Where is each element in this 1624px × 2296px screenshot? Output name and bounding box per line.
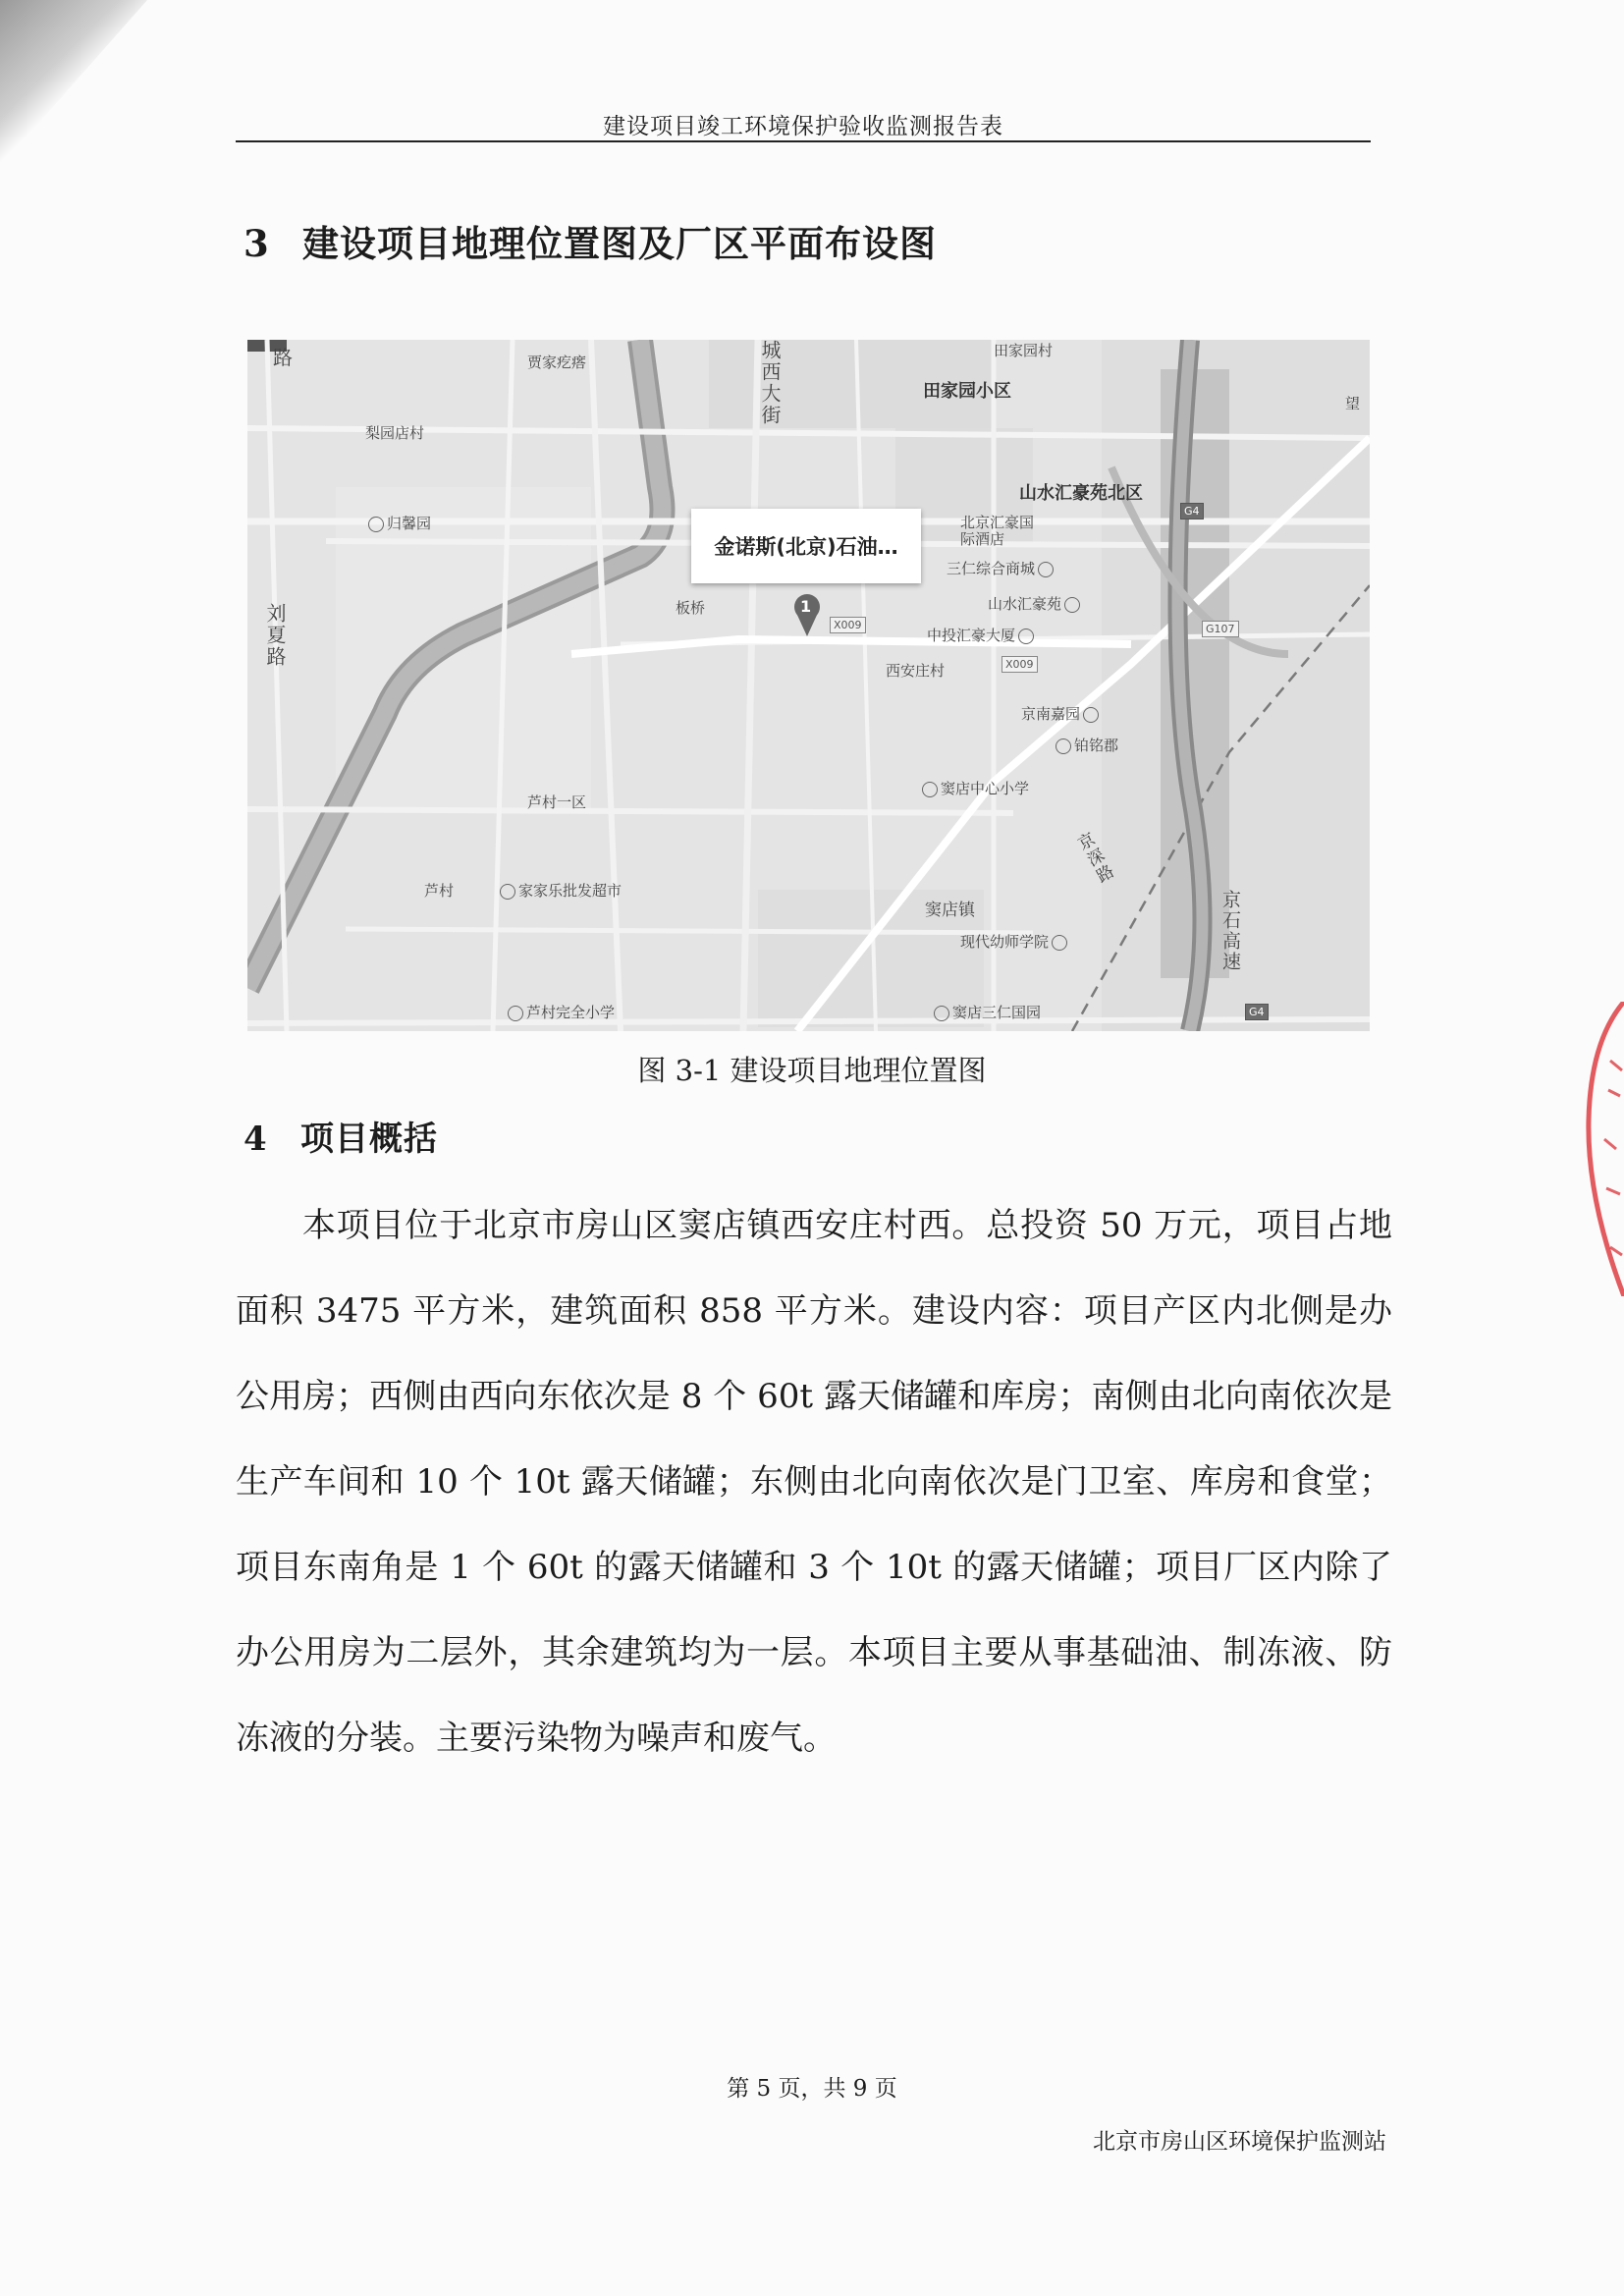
road-badge-x009: X009	[1001, 656, 1038, 673]
map-label-dou-dian-school: 窦店中心小学	[919, 778, 1029, 798]
map-label-jia-jia: 贾家疙瘩	[527, 354, 587, 371]
map-label-ban-qiao: 板桥	[676, 599, 706, 617]
map-label-lu-cun: 芦村	[424, 882, 455, 900]
map-label-san-ren-mall: 三仁综合商城	[947, 558, 1056, 578]
map-label-dou-dian-town: 窦店镇	[925, 901, 975, 920]
map-label-jing-shen-road: 京深路	[1071, 830, 1116, 889]
map-label-gui-xiang-yuan: 归馨园	[365, 513, 431, 533]
footer-organization: 北京市房山区环境保护监测站	[1093, 2129, 1386, 2155]
map-label-cheng-xi-street: 城西大街	[758, 340, 782, 426]
map-label-dou-dian-san-ren: 窦店三仁国园	[931, 1002, 1041, 1022]
map-label-lu-cun-school: 芦村完全小学	[505, 1002, 615, 1022]
shop-icon	[1038, 562, 1054, 577]
road-badge-x009: X009	[830, 617, 866, 633]
residence-icon	[934, 1006, 949, 1021]
map-label-jing-nan-jia-yuan: 京南嘉园	[1021, 703, 1102, 724]
map-label-jia-jia-le: 家家乐批发超市	[497, 880, 622, 901]
page-number: 第 5 页，共 9 页	[727, 2076, 897, 2102]
map-label-xi-an-zhuang: 西安庄村	[886, 662, 946, 680]
map-label-tian-jia-yuan-village: 田家园村	[994, 342, 1054, 359]
road-badge-g4: G4	[1180, 503, 1204, 519]
map-callout: 金诺斯(北京)石油…	[691, 509, 921, 583]
map-label-road: 路	[273, 346, 293, 369]
school-icon	[508, 1006, 523, 1021]
section-3-title: 建设项目地理位置图及厂区平面布设图	[302, 222, 937, 265]
road-badge-g107: G107	[1202, 621, 1239, 637]
page-corner-fold	[0, 0, 147, 167]
location-map	[247, 340, 1370, 1031]
residence-icon	[1056, 738, 1071, 754]
map-label-bo-ming-jun: 铂铭郡	[1053, 735, 1118, 755]
map-label-zhong-tou-building: 中投汇豪大厦	[927, 625, 1037, 645]
school-icon	[922, 782, 938, 797]
map-roads	[247, 340, 1370, 1031]
map-label-li-yuan-dian: 梨园店村	[365, 424, 425, 442]
section-4-title: 项目概括	[300, 1120, 438, 1159]
map-label-shan-shui-north: 山水汇豪苑北区	[1019, 483, 1143, 504]
shop-icon	[500, 884, 515, 900]
section-3-heading	[244, 214, 937, 267]
section-4-heading	[244, 1112, 438, 1160]
map-label-shan-shui-yuan: 山水汇豪苑	[988, 593, 1083, 614]
road-badge-g4: G4	[1245, 1004, 1269, 1020]
school-icon	[1052, 935, 1067, 951]
map-label-lu-cun-1: 芦村一区	[527, 793, 587, 811]
red-stamp-fragment	[1581, 1002, 1624, 1296]
map-label-jing-shi-expressway: 京石高速	[1219, 890, 1241, 972]
project-summary-paragraph: 本项目位于北京市房山区窦店镇西安庄村西。总投资 50 万元，项目占地面积 3475 平方米，建筑面积 858 平方米。建设内容：项目产区内北侧是办公用房；西侧由西向东依次是 8 个 60t 露天储罐和库房；南侧由北向南依次是生产车间和 10 个 10t 露天储罐；东侧由北向南依次是门卫室、库房和食堂；项目东南角是 1 个 60t 的露天储罐和 3 个 10t 的露天储罐；项目厂区内除了办公用房为二层外，其余建筑均为一层。本项目主要从事基础油、制冻液、防冻液的分装。主要污染物为噪声和废气。	[236, 1206, 1392, 1758]
map-label-liu-xia-road: 刘夏路	[263, 603, 287, 668]
building-icon	[1018, 629, 1034, 644]
running-header: 建设项目竣工环境保护验收监测报告表	[603, 114, 1003, 139]
header-rule	[236, 140, 1371, 142]
map-label-xian-dai-college: 现代幼师学院	[960, 931, 1070, 952]
residence-icon	[1083, 707, 1099, 723]
map-marker-number: 1	[800, 597, 812, 616]
section-3-number: 3	[244, 222, 270, 265]
figure-caption: 图 3-1 建设项目地理位置图	[637, 1054, 987, 1087]
section-4-number: 4	[244, 1120, 268, 1159]
map-label-beijing-hui-hotel: 北京汇豪国际酒店	[960, 514, 1035, 548]
residence-icon	[1064, 597, 1080, 613]
residence-icon	[368, 517, 384, 532]
map-label-wang: 望	[1345, 395, 1361, 412]
map-label-tian-jia-yuan-community: 田家园小区	[923, 381, 1011, 402]
